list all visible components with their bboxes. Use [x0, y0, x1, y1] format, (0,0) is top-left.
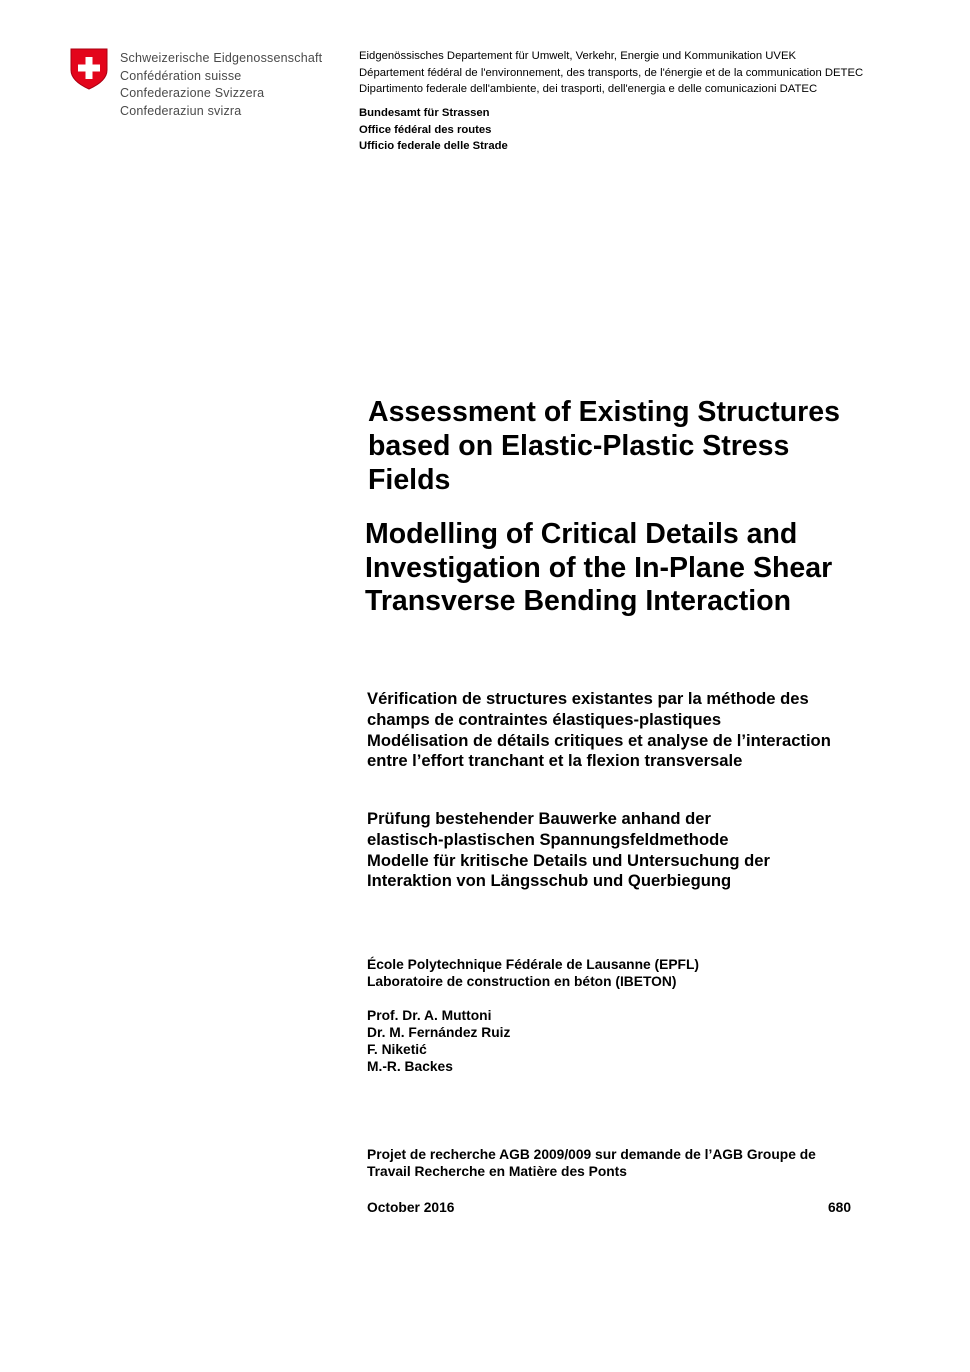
report-number: 680: [828, 1200, 852, 1215]
swiss-coat-of-arms-icon: [70, 48, 108, 90]
confederation-names: [120, 50, 322, 120]
german-title: [367, 809, 770, 892]
french-title-line: champs de contraintes élastiques-plastiques: [367, 709, 722, 729]
office-names: [359, 105, 508, 155]
project-statement: [367, 1146, 816, 1180]
confederation-name-rm: Confederaziun svizra: [120, 103, 242, 118]
author-name: M.-R. Backes: [367, 1059, 453, 1074]
german-title-line: elastisch-plastischen Spannungsfeldmethode: [367, 829, 729, 849]
institution: [367, 956, 699, 990]
french-title-line: entre l’effort tranchant et la flexion transversale: [367, 751, 743, 771]
institution-line: École Polytechnique Fédérale de Lausanne (EPFL): [367, 957, 699, 972]
department-names: [359, 48, 863, 98]
office-name-fr: Office fédéral des routes: [359, 123, 492, 136]
title-line: based on Elastic-Plastic Stress: [368, 430, 790, 462]
subtitle-line: Modelling of Critical Details and: [365, 518, 798, 550]
subtitle-line: Transverse Bending Interaction: [365, 585, 792, 617]
german-title-line: Prüfung bestehender Bauwerke anhand der: [367, 809, 711, 828]
department-name-de: Eidgenössisches Departement für Umwelt, Verkehr, Energie und Kommunikation UVEK: [359, 50, 797, 62]
german-title-line: Modelle für kritische Details und Untersuchung der: [367, 850, 770, 870]
institution-line: Laboratoire de construction en béton (IBETON): [367, 974, 677, 989]
author-name: Dr. M. Fernández Ruiz: [367, 1025, 511, 1040]
author-name: Prof. Dr. A. Muttoni: [367, 1008, 492, 1023]
confederation-name-fr: Confédération suisse: [120, 68, 242, 83]
office-name-de: Bundesamt für Strassen: [359, 107, 490, 119]
title-line: Fields: [368, 464, 451, 496]
report-title: [368, 395, 840, 497]
department-name-it: Dipartimento federale dell'ambiente, dei trasporti, dell'energia e delle comunicazioni DATEC: [359, 83, 818, 95]
title-line: Assessment of Existing Structures: [368, 396, 840, 428]
german-title-line: Interaktion von Längsschub und Querbiegung: [367, 871, 732, 891]
confederation-name-de: Schweizerische Eidgenossenschaft: [120, 51, 323, 65]
author-name: F. Niketić: [367, 1042, 427, 1057]
french-title-line: Modélisation de détails critiques et analyse de l’interaction: [367, 730, 831, 750]
confederation-name-it: Confederazione Svizzera: [120, 86, 265, 100]
cross-horizontal: [78, 65, 100, 72]
authors-list: [367, 1007, 510, 1075]
project-line: Projet de recherche AGB 2009/009 sur demande de l’AGB Groupe de: [367, 1147, 816, 1162]
department-name-fr: Département fédéral de l'environnement, des transports, de l'énergie et de la communication DETEC: [359, 66, 864, 79]
publication-date: October 2016: [367, 1200, 455, 1215]
project-line: Travail Recherche en Matière des Ponts: [367, 1164, 627, 1179]
report-subtitle: [365, 518, 832, 619]
subtitle-line: Investigation of the In-Plane Shear: [365, 551, 833, 584]
french-title: [367, 689, 831, 772]
office-name-it: Ufficio federale delle Strade: [359, 140, 508, 152]
french-title-line: Vérification de structures existantes par la méthode des: [367, 689, 809, 708]
